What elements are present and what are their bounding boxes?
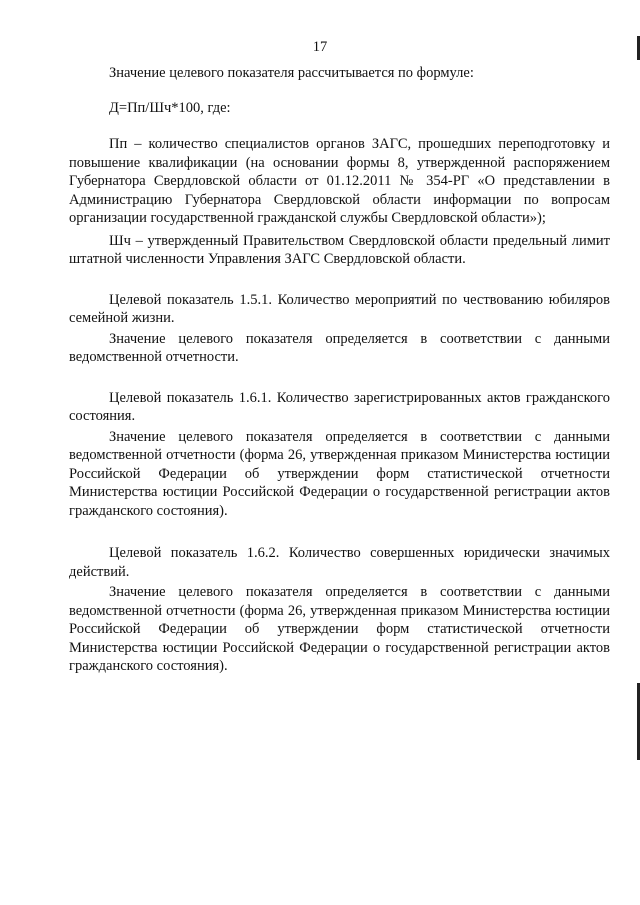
indicator-1-6-2-title: Целевой показатель 1.6.2. Количество совершенных юридически значимых действий. bbox=[69, 545, 610, 580]
document-body bbox=[69, 58, 610, 676]
indicator-1-5-1-value: Значение целевого показателя определяется в соответствии с данными ведомственной отчетности. bbox=[69, 330, 610, 365]
page-number: 17 bbox=[312, 39, 328, 55]
definition-pp: Пп – количество специалистов органов ЗАГС, прошедших переподготовку и повышение квалификации (на основании формы 8, утвержденной распоряжением Губернатора Свердловской области от 01.12.2011 № 354-РГ «О представлении в Администрацию Губернатора Свердловской области информации по вопросам организации государственной гражданской службы Свердловской области»); bbox=[69, 136, 610, 226]
definition-shch: Шч – утвержденный Правительством Свердловской области предельный лимит штатной численности Управления ЗАГС Свердловской области. bbox=[69, 232, 610, 267]
indicator-1-6-2-value: Значение целевого показателя определяется в соответствии с данными ведомственной отчетности (форма 26, утвержденная приказом Министерства юстиции Российской Федерации об утверждении форм статистической отчетности Министерства юстиции Российской Федерации о государственной регистрации актов гражданского состояния). bbox=[69, 584, 610, 674]
indicator-1-5-1-title: Целевой показатель 1.5.1. Количество мероприятий по чествованию юбиляров семейной жизни. bbox=[69, 291, 610, 326]
formula-intro: Значение целевого показателя рассчитывается по формуле: bbox=[109, 65, 474, 81]
indicator-1-6-1-value: Значение целевого показателя определяется в соответствии с данными ведомственной отчетности (форма 26, утвержденная приказом Министерства юстиции Российской Федерации об утверждении форм статистической отчетности Министерства юстиции Российской Федерации о государственной регистрации актов гражданского состояния). bbox=[69, 428, 610, 519]
indicator-1-6-1-title: Целевой показатель 1.6.1. Количество зарегистрированных актов гражданского состояния. bbox=[69, 389, 610, 424]
formula: Д=Пп/Шч*100, где: bbox=[109, 99, 231, 116]
